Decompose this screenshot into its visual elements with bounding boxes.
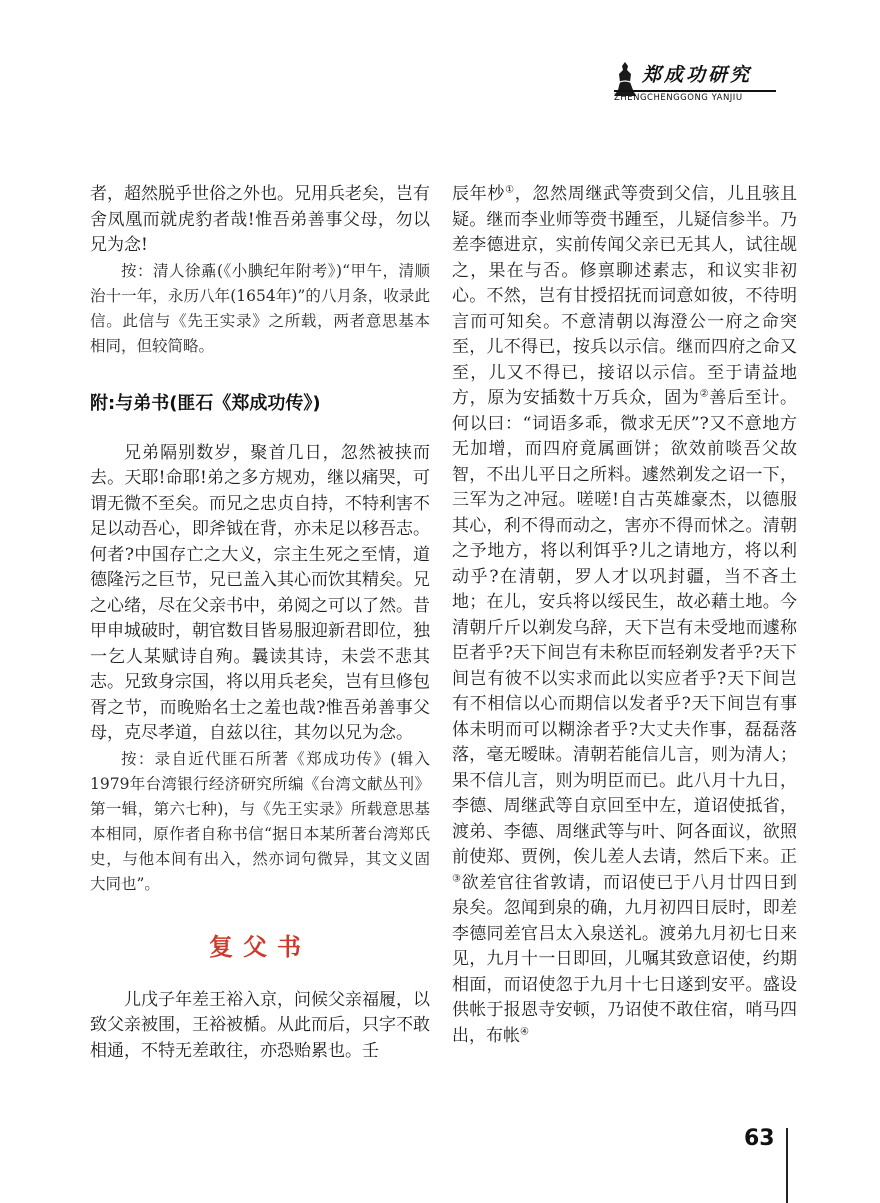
footnote-marker: ② — [699, 388, 710, 400]
footnote-marker: ③ — [452, 872, 462, 884]
page-number: 63 — [744, 1126, 775, 1151]
logo-rule — [614, 90, 776, 92]
editor-note: 按：录自近代匪石所著《郑成功传》(辑入1979年台湾银行经济研究所编《台湾文献丛刊》第一辑，第六七种)，与《先王实录》所载意思基本相同，原作者自称书信“据日本某所著台湾郑氏史，与他本间有出入，然亦词句微异，其文义固大同也”。 — [90, 749, 430, 893]
paragraph-continued: 者，超然脱乎世俗之外也。兄用兵老矣，岂有舍凤凰而就虎豹者哉!惟吾弟善事父母，勿以兄为念! — [90, 184, 430, 255]
letter-paragraph: 兄弟隔别数岁，聚首几日，忽然被挟而去。天耶!命耶!弟之多方规劝，继以痛哭，可谓无微不至矣。而兄之忠贞自持，不特利害不足以动吾心，即斧钺在背，亦未足以移吾志。何者?中国存亡之大义，宗主生死之至情，道德隆污之巨节，兄已盖入其心而饮其精矣。兄之心绪，尽在父亲书中，弟阅之可以了然。昔甲申城破时，朝官数目皆易服迎新君即位，独一乞人某赋诗自殉。曩读其诗，未尝不悲其志。兄致身宗国，将以用兵老矣，岂有旦修包胥之节，而晚贻名士之羞也哉?惟吾弟善事父母，克尽孝道，自兹以往，其勿以兄为念。 — [90, 442, 430, 743]
logo-title: 郑成功研究 — [642, 64, 753, 86]
editor-note: 按：清人徐鼒(《小腆纪年附考》)“甲午，清顺治十一年，永历八年(1654年)”的八月条，收录此信。此信与《先王实录》之所载，两者意思基本相同，但较简略。 — [90, 261, 430, 355]
letter-paragraph: 儿戊子年差王裕入京，问候父亲福履，以致父亲被围，王裕被楯。从此而后，只字不敢相通，不特无差敢往，亦恐贻累也。壬 — [90, 989, 430, 1061]
right-column — [452, 182, 797, 1049]
page-rule — [786, 1128, 788, 1203]
text-run: 善后至计。何以曰：“词语多乖，微求无厌”?又不意地方无加增，而四府竟属画饼；欲效前啖吾父故智，不出儿平日之所料。遽然剃发之诏一下，三军为之冲冠。嗟嗟!自古英雄豪杰，以德服其心，利不得而动之，害亦不得而怵之。清朝之予地方，将以利饵乎?儿之请地方，将以利动乎?在清朝，罗人才以巩封疆，当不吝土地；在儿，安兵将以绥民生，故必藉土地。今清朝斤斤以剃发乌辞，天下岂有未受地而遽称臣者乎?天下间岂有未称臣而轻剃发者乎?天下间岂有彼不以实求而此以实应者乎?天下间岂有不相信以心而期信以发者乎?天下间岂有事体未明而可以糊涂者乎?大丈夫作事，磊磊落落，毫无暧昧。清朝若能信儿言，则为清人；果不信儿言，则为明臣而已。此八月十九日，李德、周继武等自京回至中左，道诏使抵省，渡弟、李德、周继武等与叶、阿各面议，欲照前使郑、贾例，俟儿差人去请，然后下来。正 — [452, 388, 798, 867]
journal-logo — [612, 58, 782, 108]
footnote-marker: ④ — [520, 1025, 529, 1037]
article-title: 复父书 — [209, 932, 311, 961]
logo-subtitle: ZHENGCHENGGONG YANJIU — [614, 93, 743, 103]
letter-paragraph-continued — [452, 182, 797, 1049]
text-run: 辰年杪 — [452, 184, 506, 204]
text-run: ，忽然周继武等赍到父信，儿且骇且疑。继而李业师等赍书踵至，儿疑信参半。乃差李德进京，实前传闻父亲已无其人，试往觇之，果在与否。修禀聊述素志，和议实非初心。不然，岂有甘授招抚而词意如彼，不待明言而可知矣。不意清朝以海澄公一府之命突至，儿不得已，按兵以示信。继而四府之命又至，儿又不得已，接诏以示信。至于请益地方，原为安插数十万兵众，固为 — [452, 184, 798, 408]
left-column — [90, 182, 430, 1064]
footnote-marker: ① — [505, 184, 515, 196]
section-heading: 附:与弟书(匪石《郑成功传》) — [90, 392, 321, 414]
text-run: 欲差官往省敦请，而诏使已于八月廿四日到泉矣。忽闻到泉的确，九月初四日辰时，即差李德同差官吕太入泉送礼。渡弟九月初七日来见，九月十一日即回，儿嘱其致意诏使，约期相面，而诏使忽于九月十七日遂到安平。盛设供帐于报恩寺安顿，乃诏使不敢住宿，哨马四出，布帐 — [452, 872, 798, 1046]
